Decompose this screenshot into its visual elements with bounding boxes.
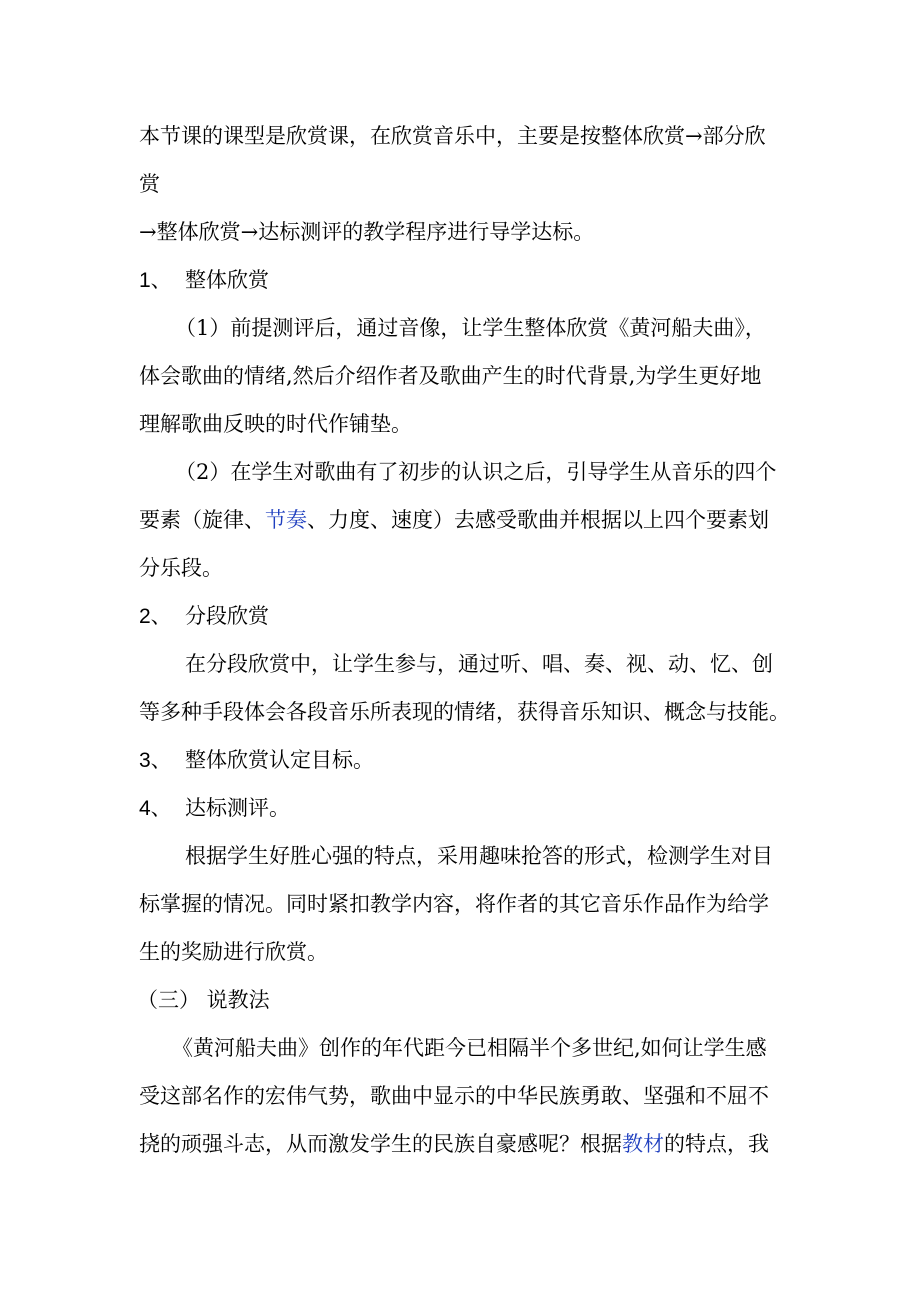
section-1-title: 整体欣赏: [185, 268, 269, 292]
section-2-title: 分段欣赏: [185, 604, 269, 628]
section-3-title: 整体欣赏认定目标。: [185, 748, 374, 772]
intro-line-1: 本节课的课型是欣赏课，在欣赏音乐中，主要是按整体欣赏→部分欣: [139, 124, 766, 148]
section-1-p2-line-3: 分乐段。: [139, 556, 223, 580]
section-1-number: 1、: [139, 269, 172, 292]
part-3-text-b: 的特点，我: [664, 1132, 769, 1156]
part-3-text-a: 挠的顽强斗志，从而激发学生的民族自豪感呢？根据: [139, 1132, 622, 1156]
section-2-heading: [139, 601, 799, 632]
section-1-p1-line-1: （1）前提测评后，通过音像，让学生整体欣赏《黄河船夫曲》，: [175, 316, 766, 340]
section-4-line-2: 标掌握的情况。同时紧扣教学内容，将作者的其它音乐作品作为给学: [139, 892, 769, 916]
intro-line-3: →整体欣赏→达标测评的教学程序进行导学达标。: [139, 220, 595, 244]
section-3-number: 3、: [139, 749, 172, 772]
textbook-link[interactable]: 教材: [622, 1132, 664, 1156]
section-1-p2-line-1: （2）在学生对歌曲有了初步的认识之后，引导学生从音乐的四个: [175, 460, 777, 484]
rhythm-link[interactable]: 节奏: [265, 508, 307, 532]
section-3-heading: [139, 745, 799, 776]
section-2-line-1: 在分段欣赏中，让学生参与，通过听、唱、奏、视、动、忆、创: [185, 652, 773, 676]
section-1-p2-text-a: 要素（旋律、: [139, 508, 265, 532]
section-4-heading: [139, 793, 799, 824]
section-4-line-1: 根据学生好胜心强的特点，采用趣味抢答的形式，检测学生对目: [185, 844, 773, 868]
section-2-line-2: 等多种手段体会各段音乐所表现的情绪，获得音乐知识、概念与技能。: [139, 700, 790, 724]
part-3-heading: （三） 说教法: [137, 988, 270, 1012]
section-1-heading: [139, 265, 799, 296]
section-1-p2-text-b: 、力度、速度）去感受歌曲并根据以上四个要素划: [307, 508, 769, 532]
section-1-p2-line-2: [139, 505, 799, 535]
section-1-p1-line-3: 理解歌曲反映的时代作铺垫。: [139, 412, 412, 436]
section-4-title: 达标测评。: [185, 796, 290, 820]
part-3-line-1: 《黄河船夫曲》创作的年代距今已相隔半个多世纪,如何让学生感: [172, 1036, 767, 1060]
part-3-line-2: 受这部名作的宏伟气势，歌曲中显示的中华民族勇敢、坚强和不屈不: [139, 1084, 769, 1108]
section-4-line-3: 生的奖励进行欣赏。: [139, 940, 328, 964]
part-3-line-3: [139, 1129, 799, 1159]
intro-line-2: 赏: [139, 172, 160, 196]
section-1-p1-line-2: 体会歌曲的情绪,然后介绍作者及歌曲产生的时代背景,为学生更好地: [139, 364, 762, 388]
section-2-number: 2、: [139, 605, 172, 628]
section-4-number: 4、: [139, 797, 172, 820]
